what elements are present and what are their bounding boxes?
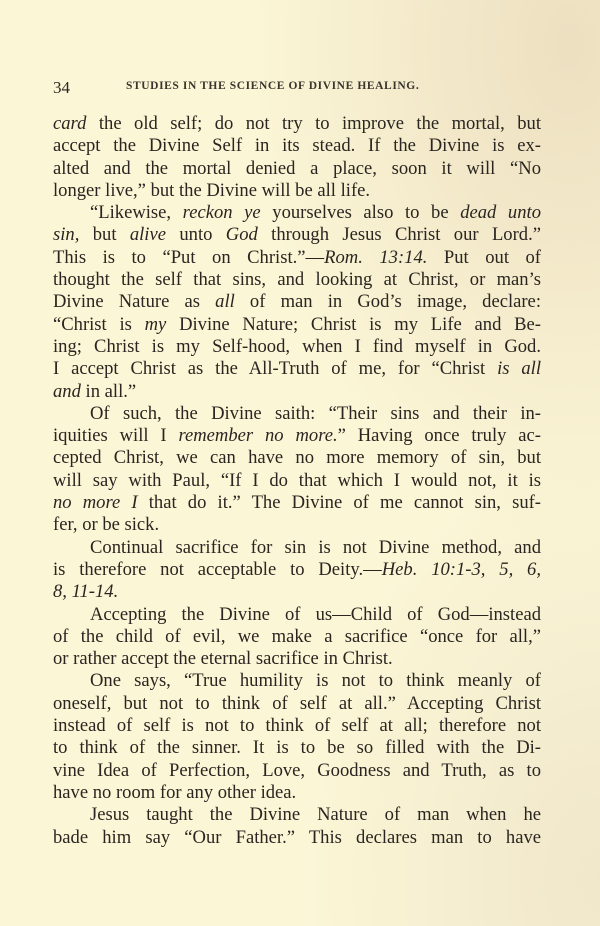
text-line (53, 626, 541, 648)
text-segment: fer, or be sick. (53, 514, 160, 536)
text-segment: in all.” (80, 380, 137, 402)
italic-text: my (144, 313, 167, 335)
text-line (53, 135, 541, 157)
italic-text: Rom. 13:14. (324, 246, 428, 268)
italic-text: sin, (53, 224, 80, 246)
italic-text: remember no more. (178, 425, 338, 447)
text-line (53, 180, 541, 202)
text-line (53, 447, 541, 469)
text-line (53, 715, 541, 737)
text-line (53, 202, 541, 224)
text-line (53, 804, 541, 826)
text-segment: of the child of evil, we make a sacrifice “once for all,” (53, 625, 541, 647)
text-line (53, 291, 541, 313)
text-line (53, 224, 541, 246)
page-number: 34 (53, 78, 70, 97)
text-segment: oneself, but not to think of self at all.” Accepting Christ (53, 692, 541, 714)
text-line (53, 269, 541, 291)
text-line (53, 737, 541, 759)
text-line (53, 381, 541, 403)
text-line (53, 537, 541, 559)
italic-text: God (225, 224, 258, 246)
text-segment: cepted Christ, we can have no more memory of sin, but (53, 447, 541, 469)
text-segment: ing; Christ is my Self-hood, when I find myself in God. (53, 335, 541, 357)
text-segment: Divine Nature; Christ is my Life and Be- (166, 313, 541, 335)
text-segment: vine Idea of Perfection, Love, Goodness and Truth, as to (53, 759, 541, 781)
text-line (53, 158, 541, 180)
text-line (53, 514, 541, 536)
text-segment: Put out of (427, 246, 541, 268)
italic-text: card (53, 113, 87, 134)
running-head: STUDIES IN THE SCIENCE OF DIVINE HEALING. (126, 80, 420, 92)
text-segment: Accepting the Divine of us—Child of God—instead (90, 603, 541, 625)
text-line (53, 559, 541, 581)
text-segment: “Likewise, (90, 202, 183, 224)
text-segment: Continual sacrifice for sin is not Divine method, and (90, 536, 541, 558)
text-segment: thought the self that sins, and looking at Christ, or man’s (53, 269, 541, 291)
text-line (53, 782, 541, 804)
text-line (53, 492, 541, 514)
text-segment: the old self; do not try to improve the mortal, but (86, 113, 541, 134)
italic-text: 8, 11-14. (53, 581, 119, 603)
italic-text: is all (497, 358, 542, 380)
text-segment: is therefore not acceptable to Deity.— (53, 558, 382, 580)
text-segment: accept the Divine Self in its stead. If the Divine is ex- (53, 135, 541, 157)
text-line (53, 470, 541, 492)
text-line (53, 670, 541, 692)
body-text (53, 113, 541, 849)
italic-text: Heb. 10:1-3, 5, 6, (381, 558, 542, 580)
text-line (53, 693, 541, 715)
text-segment: through Jesus Christ our Lord.” (257, 224, 541, 246)
italic-text: dead unto (460, 202, 541, 224)
text-segment: have no room for any other idea. (53, 781, 297, 803)
text-line (53, 425, 541, 447)
text-segment: Divine Nature as (53, 291, 216, 313)
italic-text: reckon ye (182, 202, 261, 224)
italic-text: alive (129, 224, 166, 246)
text-line (53, 581, 541, 603)
text-line (53, 314, 541, 336)
text-segment: to think of the sinner. It is to be so filled with the Di- (53, 737, 541, 759)
text-line (53, 358, 541, 380)
text-segment: or rather accept the eternal sacrifice in Christ. (53, 648, 393, 670)
text-segment: Jesus taught the Divine Nature of man when he (90, 804, 541, 826)
text-segment: Of such, the Divine saith: “Their sins and their in- (90, 402, 541, 424)
text-line (53, 336, 541, 358)
text-line (53, 113, 541, 135)
text-segment: ” Having once truly ac- (337, 425, 541, 447)
text-line (53, 403, 541, 425)
text-segment: unto (165, 224, 226, 246)
text-segment: iquities will I (53, 425, 179, 447)
text-line (53, 604, 541, 626)
text-line (53, 760, 541, 782)
text-segment: bade him say “Our Father.” This declares man to have (53, 826, 541, 848)
italic-text: all (215, 291, 235, 313)
text-segment: that do it.” The Divine of me cannot sin, suf- (137, 492, 541, 514)
text-segment: longer live,” but the Divine will be all life. (53, 179, 371, 201)
text-segment: will say with Paul, “If I do that which I would not, it is (53, 469, 541, 491)
italic-text: and (53, 380, 81, 402)
text-segment: yourselves also to be (260, 202, 461, 224)
text-segment: “Christ is (53, 313, 145, 335)
text-segment: alted and the mortal denied a place, soon it will “No (53, 157, 541, 179)
text-segment: but (79, 224, 130, 246)
text-segment: I accept Christ as the All-Truth of me, for “Christ (53, 358, 498, 380)
page-header (53, 78, 541, 98)
text-line (53, 827, 541, 849)
italic-text: no more I (53, 492, 138, 514)
text-segment: One says, “True humility is not to think meanly of (90, 670, 541, 692)
text-segment: instead of self is not to think of self at all; therefore not (53, 715, 541, 737)
text-line (53, 648, 541, 670)
text-segment: This is to “Put on Christ.”— (53, 246, 325, 268)
text-segment: of man in God’s image, declare: (234, 291, 541, 313)
text-line (53, 247, 541, 269)
